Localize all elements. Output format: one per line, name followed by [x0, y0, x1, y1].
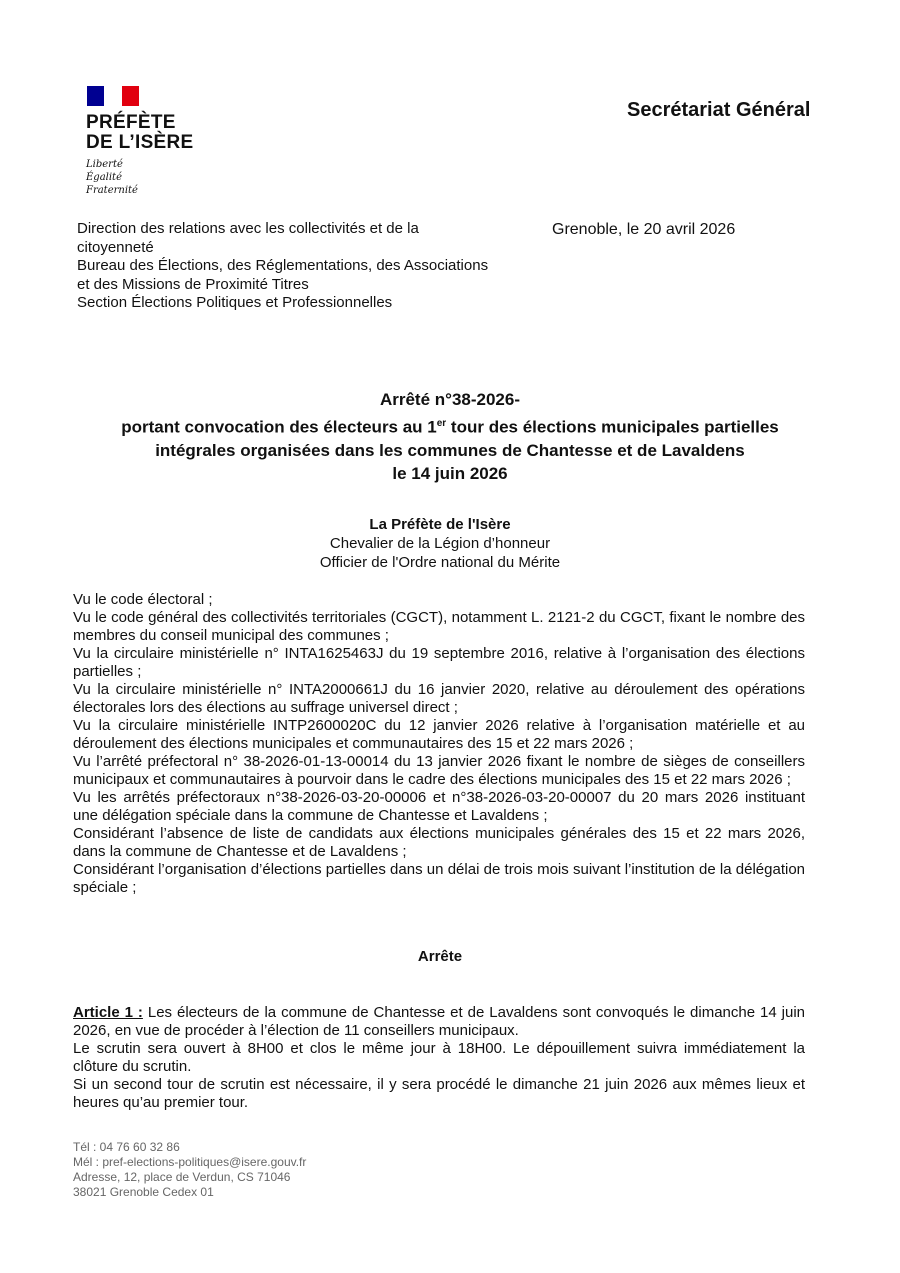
- considerant-item: Vu les arrêtés préfectoraux n°38-2026-03-20-00006 et n°38-2026-03-20-00007 du 20 mars 2026 instituant une délégation spéciale dans la commune de Chantesse et Lavaldens ;: [73, 789, 805, 824]
- direction-line: Bureau des Élections, des Réglementations, des Associations: [77, 257, 489, 275]
- motto-egalite: Égalité: [86, 172, 122, 183]
- direction-line: citoyenneté: [77, 238, 154, 256]
- contact-footer: [73, 1140, 306, 1200]
- considerants-list: [73, 591, 805, 897]
- title-line2-suffix: tour des élections municipales partielles: [446, 417, 779, 437]
- direction-line: Direction des relations avec les collectivités et de la: [77, 220, 419, 237]
- considerant-item: Vu l’arrêté préfectoral n° 38-2026-01-13-00014 du 13 janvier 2026 fixant le nombre de sièges de conseillers municipaux et communautaires à pourvoir dans le cadre des élections municipales des 15 et 22 mars 2026 ;: [73, 753, 805, 788]
- title-line1: Arrêté n°38-2026-: [379, 390, 521, 409]
- document-date: Grenoble, le 20 avril 2026: [552, 221, 736, 238]
- footer-phone: Tél : 04 76 60 32 86: [73, 1140, 180, 1154]
- footer-email: Mél : pref-elections-politiques@isere.gouv.fr: [73, 1155, 307, 1169]
- direction-block: [77, 220, 537, 313]
- decision-heading: Arrête: [417, 948, 463, 965]
- article-1-paragraph: Si un second tour de scrutin est nécessaire, il y sera procédé le dimanche 21 juin 2026 aux mêmes lieux et heures qu’au premier tour.: [73, 1076, 805, 1111]
- considerant-item: Vu le code électoral ;: [73, 591, 213, 608]
- motto-liberte: Liberté: [86, 159, 123, 170]
- title-line2-sup: er: [436, 417, 447, 429]
- authority-name: La Préfète de l'Isère: [369, 516, 511, 533]
- considerant-item: Vu la circulaire ministérielle n° INTA2000661J du 16 janvier 2020, relative au déroulement des opérations électorales lors des élections au suffrage universel direct ;: [73, 681, 805, 716]
- prefecture-name-line1: PRÉFÈTE: [86, 112, 176, 133]
- article-1: [73, 1004, 805, 1112]
- title-line3: intégrales organisées dans les communes de Chantesse et de Lavaldens: [155, 440, 745, 460]
- service-heading: Secrétariat Général: [627, 99, 811, 121]
- footer-city: 38021 Grenoble Cedex 01: [73, 1185, 214, 1199]
- prefecture-name-line2: DE L’ISÈRE: [86, 132, 194, 153]
- title-line4: le 14 juin 2026: [392, 464, 508, 484]
- marianne-flag-logo: [87, 86, 139, 106]
- flag-red-band: [122, 86, 139, 106]
- footer-address: Adresse, 12, place de Verdun, CS 71046: [73, 1170, 291, 1184]
- title-line2: [60, 412, 840, 439]
- considerant-item: Vu la circulaire ministérielle INTP2600020C du 12 janvier 2026 relative à l’organisation matérielle et au déroulement des élections municipales et communautaires des 15 et 22 mars 2026 ;: [73, 717, 805, 752]
- considerant-item: Vu le code général des collectivités territoriales (CGCT), notamment L. 2121-2 du CGCT, fixant le nombre des membres du conseil municipal des communes ;: [73, 609, 805, 644]
- title-line2-prefix: portant convocation des électeurs au 1: [121, 417, 437, 437]
- motto-fraternite: Fraternité: [86, 185, 138, 196]
- republic-motto: [86, 158, 138, 197]
- article-1-paragraph: Le scrutin sera ouvert à 8H00 et clos le même jour à 18H00. Le dépouillement suivra immédiatement la clôture du scrutin.: [73, 1040, 805, 1075]
- considerant-item: Vu la circulaire ministérielle n° INTA1625463J du 19 septembre 2016, relative à l’organisation des élections partielles ;: [73, 645, 805, 680]
- flag-blue-band: [87, 86, 104, 106]
- considerant-item: Considérant l’organisation d’élections partielles dans un délai de trois mois suivant l’institution de la délégation spéciale ;: [73, 861, 805, 896]
- direction-line: Section Élections Politiques et Professionnelles: [77, 294, 393, 312]
- article-1-text: Les électeurs de la commune de Chantesse et de Lavaldens sont convoqués le dimanche 14 juin 2026, en vue de procéder à l’élection de 11 conseillers municipaux.: [73, 1004, 805, 1039]
- article-1-paragraph: [73, 1004, 805, 1040]
- decree-title: [60, 388, 840, 486]
- flag-white-band: [104, 86, 122, 106]
- authority-title2: Officier de l'Ordre national du Mérite: [319, 554, 561, 571]
- authority-block: [140, 515, 740, 572]
- considerant-item: Considérant l’absence de liste de candidats aux élections municipales générales des 15 et 22 mars 2026, dans la commune de Chantesse et de Lavaldens ;: [73, 825, 805, 860]
- direction-line: et des Missions de Proximité Titres: [77, 275, 309, 293]
- prefecture-name: [86, 113, 194, 153]
- authority-title1: Chevalier de la Légion d’honneur: [329, 535, 551, 552]
- article-1-label: Article 1 :: [73, 1004, 143, 1021]
